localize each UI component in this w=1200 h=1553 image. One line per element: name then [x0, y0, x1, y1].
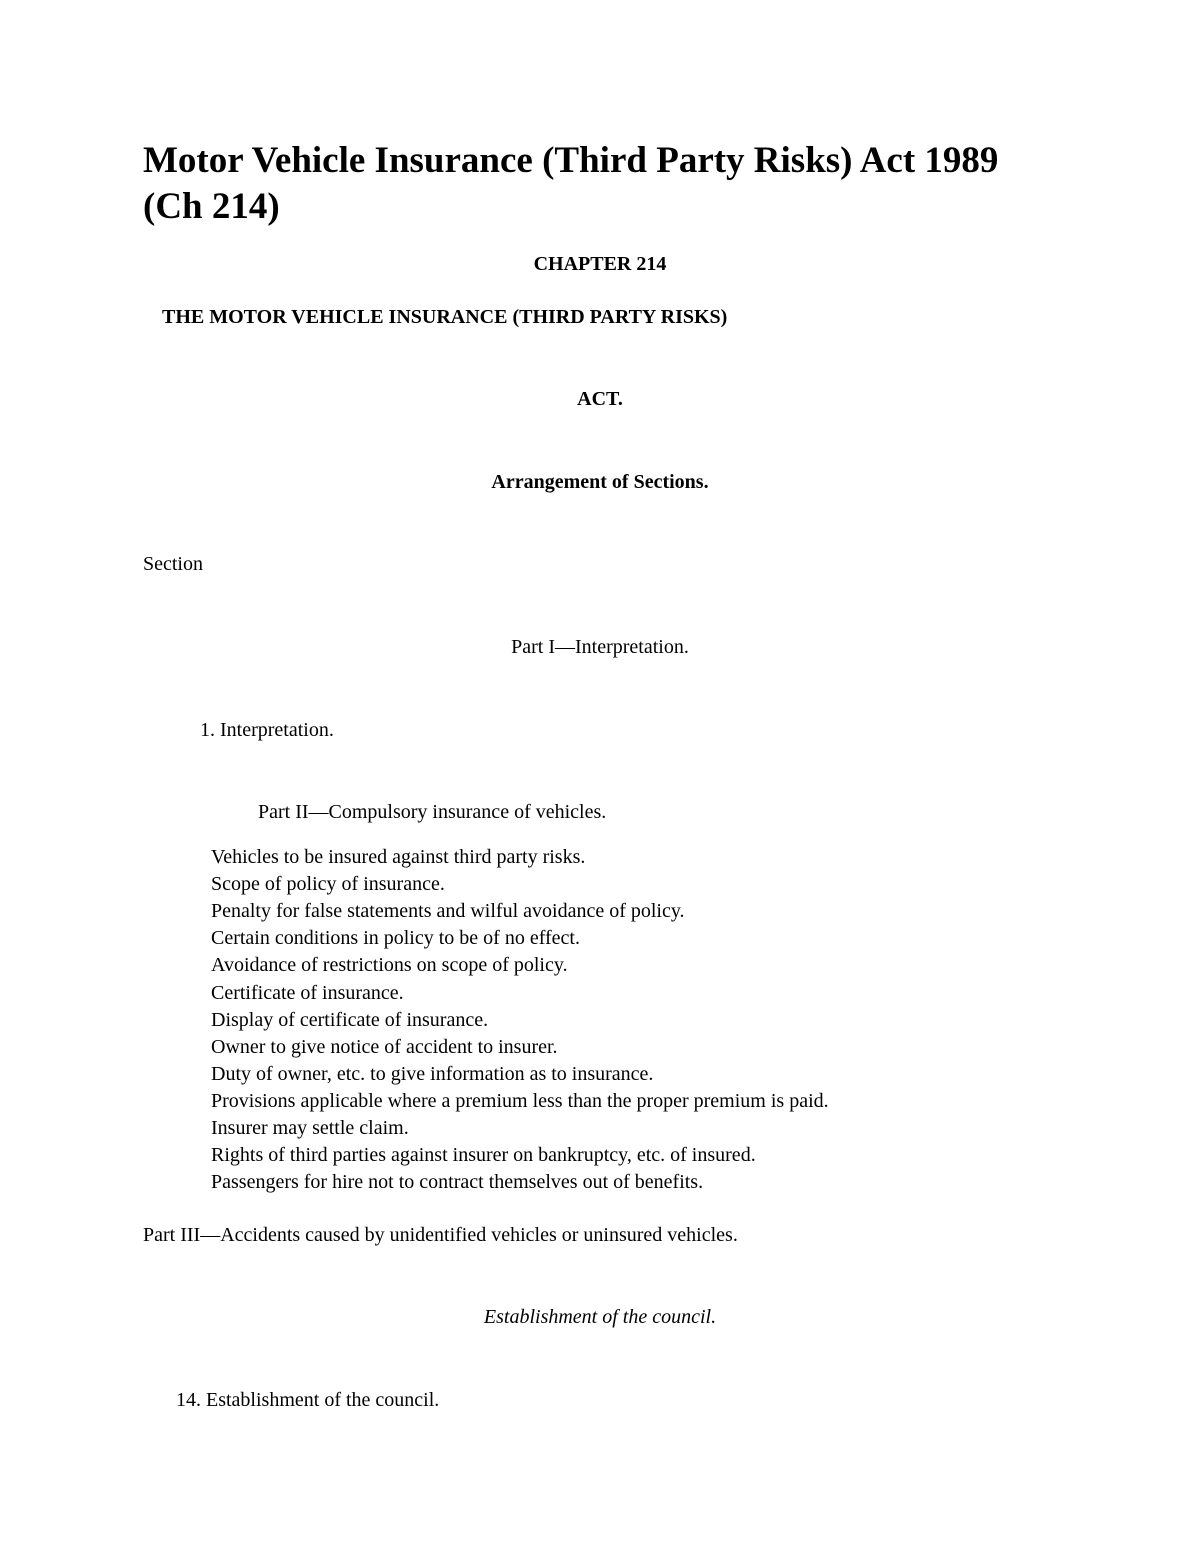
- part3-subheading: Establishment of the council.: [483, 1306, 717, 1328]
- part3-item: 14. Establishment of the council.: [176, 1389, 440, 1411]
- chapter-heading: CHAPTER 214: [533, 253, 667, 275]
- list-item-text: Certain conditions in policy to be of no effect.: [211, 927, 580, 949]
- part1-heading: Part I—Interpretation.: [511, 636, 689, 658]
- list-item-text: Vehicles to be insured against third party risks.: [211, 846, 586, 868]
- list-item-text: Passengers for hire not to contract themselves out of benefits.: [211, 1171, 704, 1193]
- list-item-text: Provisions applicable where a premium less than the proper premium is paid.: [211, 1090, 829, 1112]
- list-item-text: Owner to give notice of accident to insurer.: [211, 1036, 558, 1058]
- list-item-text: Display of certificate of insurance.: [211, 1009, 489, 1031]
- list-item-text: Avoidance of restrictions on scope of policy.: [211, 954, 568, 976]
- act-name-heading: THE MOTOR VEHICLE INSURANCE (THIRD PARTY RISKS): [162, 306, 728, 328]
- section-label: Section: [143, 553, 203, 575]
- act-heading: ACT.: [577, 388, 623, 410]
- list-item-text: Duty of owner, etc. to give information as to insurance.: [211, 1063, 654, 1085]
- part2-heading: Part II—Compulsory insurance of vehicles.: [258, 801, 607, 823]
- list-item-text: Certificate of insurance.: [211, 982, 404, 1004]
- part1-item: 1. Interpretation.: [200, 719, 334, 741]
- list-item-text: Rights of third parties against insurer on bankruptcy, etc. of insured.: [211, 1144, 756, 1166]
- arrangement-heading: Arrangement of Sections.: [491, 471, 709, 493]
- page-title: Motor Vehicle Insurance (Third Party Risks) Act 1989 (Ch 214): [143, 140, 999, 227]
- part3-heading: Part III—Accidents caused by unidentified vehicles or uninsured vehicles.: [143, 1224, 738, 1246]
- list-item-text: Insurer may settle claim.: [211, 1117, 409, 1139]
- list-item-text: Penalty for false statements and wilful avoidance of policy.: [211, 900, 685, 922]
- list-item-text: Scope of policy of insurance.: [211, 873, 445, 895]
